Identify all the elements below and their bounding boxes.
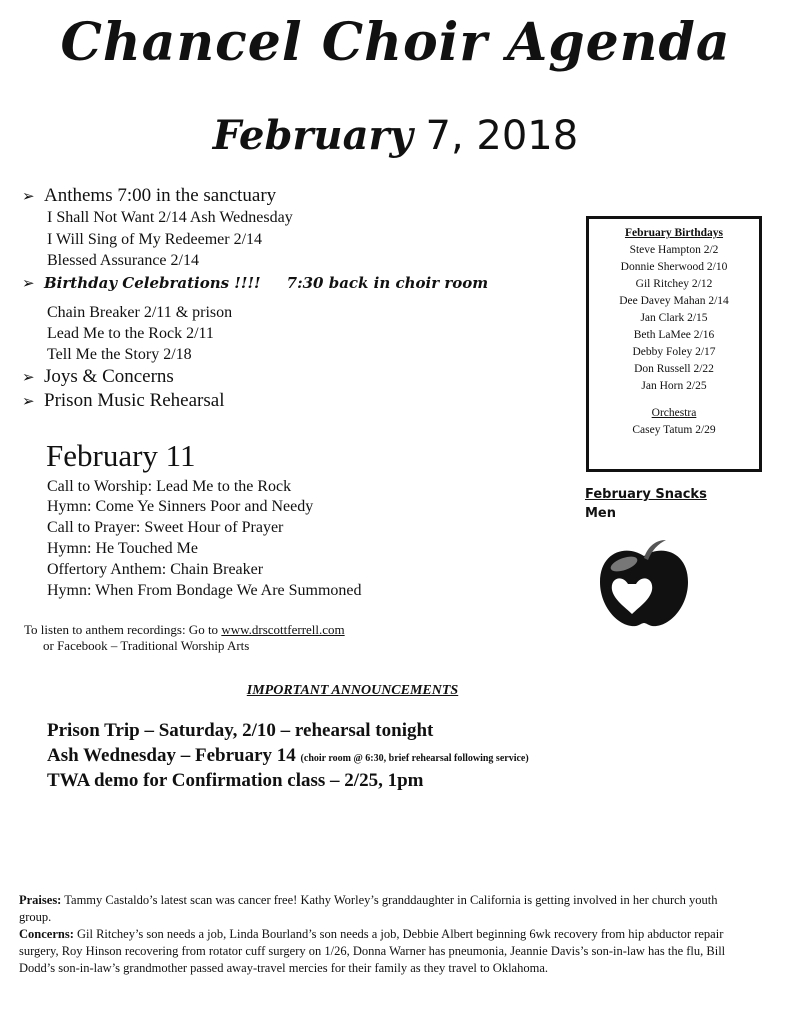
birthday-entry: Beth LaMee 2/16 xyxy=(633,329,715,341)
agenda-date xyxy=(0,112,791,159)
anthems-heading: ➢ Anthems 7:00 in the sanctuary xyxy=(22,185,277,206)
orchestra-entry: Casey Tatum 2/29 xyxy=(632,424,716,436)
service-item: Offertory Anthem: Chain Breaker xyxy=(47,561,264,578)
birthday-entry: Don Russell 2/22 xyxy=(634,363,714,375)
birthday-entry: Steve Hampton 2/2 xyxy=(629,244,719,256)
praises-paragraph: Praises: Tammy Castaldo’s latest scan was cancer free! Kathy Worley’s granddaughter in California is getting involved in her church youth group. xyxy=(19,893,718,924)
list-item: Chain Breaker 2/11 & prison xyxy=(47,304,233,321)
birthday-entry: Donnie Sherwood 2/10 xyxy=(620,261,728,273)
recordings-link[interactable]: www.drscottferrell.com xyxy=(221,622,345,637)
prison-rehearsal: ➢ Prison Music Rehearsal xyxy=(22,390,225,411)
birthday-entry: Debby Foley 2/17 xyxy=(632,346,716,358)
birthday-entry: Dee Davey Mahan 2/14 xyxy=(619,295,729,307)
date-month: February xyxy=(212,112,413,159)
list-item: Lead Me to the Rock 2/11 xyxy=(47,325,214,342)
birthday-entry: Jan Clark 2/15 xyxy=(640,312,708,324)
arrow-bullet-icon: ➢ xyxy=(22,187,35,205)
list-item: I Will Sing of My Redeemer 2/14 xyxy=(47,231,263,248)
service-item: Call to Worship: Lead Me to the Rock xyxy=(47,478,292,495)
date-day-year: 7, 2018 xyxy=(412,113,579,159)
orchestra-heading: Orchestra xyxy=(651,407,697,419)
service-item: Hymn: Come Ye Sinners Poor and Needy xyxy=(47,498,314,515)
birthday-entry: Gil Ritchey 2/12 xyxy=(635,278,713,290)
snacks-heading: February Snacks xyxy=(585,487,707,502)
apple-heart-icon xyxy=(596,538,692,630)
service-heading: February 11 xyxy=(46,438,196,473)
concerns-paragraph: Concerns: Gil Ritchey’s son needs a job, Linda Bourland’s son needs a job, Debbie Albert beginning 6wk recovery from hip abductor repair surgery, Roy Hinson recovering from rotator cuff surgery on 1/26, Donna Warner has pneumonia, Jeannie Davis’s son-in-law has the flu, Bill Dodd’s son-in-law’s grandmother passed away-travel mercies for their family as they travel to Oklahoma. xyxy=(19,927,726,975)
facebook-line: or Facebook – Traditional Worship Arts xyxy=(43,638,250,653)
joys-concerns: ➢ Joys & Concerns xyxy=(22,366,174,387)
announcement-item: Prison Trip – Saturday, 2/10 – rehearsal tonight xyxy=(47,720,434,741)
birthday-entry: Jan Horn 2/25 xyxy=(641,380,707,392)
birthday-celebration-heading: ➢ Birthday Celebrations !!!! 7:30 back in choir room xyxy=(22,274,489,292)
birthdays-heading: February Birthdays xyxy=(624,227,724,239)
announcements-heading: IMPORTANT ANNOUNCEMENTS xyxy=(246,683,459,698)
concerns-label: Concerns: xyxy=(19,927,74,941)
arrow-bullet-icon: ➢ xyxy=(22,368,35,386)
service-item: Call to Prayer: Sweet Hour of Prayer xyxy=(47,519,284,536)
praises-label: Praises: xyxy=(19,893,62,907)
recordings-line: To listen to anthem recordings: Go to www.drscottferrell.com xyxy=(24,622,345,637)
page-title: Chancel Choir Agenda xyxy=(60,12,731,73)
arrow-bullet-icon: ➢ xyxy=(22,274,35,292)
service-item: Hymn: He Touched Me xyxy=(47,540,198,557)
list-item: Tell Me the Story 2/18 xyxy=(47,346,192,363)
arrow-bullet-icon: ➢ xyxy=(22,392,35,410)
announcement-item: TWA demo for Confirmation class – 2/25, 1pm xyxy=(47,770,424,791)
list-item: I Shall Not Want 2/14 Ash Wednesday xyxy=(47,209,293,226)
service-item: Hymn: When From Bondage We Are Summoned xyxy=(47,582,362,599)
snacks-group: Men xyxy=(585,506,617,521)
birthdays-box xyxy=(586,216,762,472)
list-item: Blessed Assurance 2/14 xyxy=(47,252,199,269)
announcement-item: Ash Wednesday – February 14 (choir room @ 6:30, brief rehearsal following service) xyxy=(47,745,529,766)
